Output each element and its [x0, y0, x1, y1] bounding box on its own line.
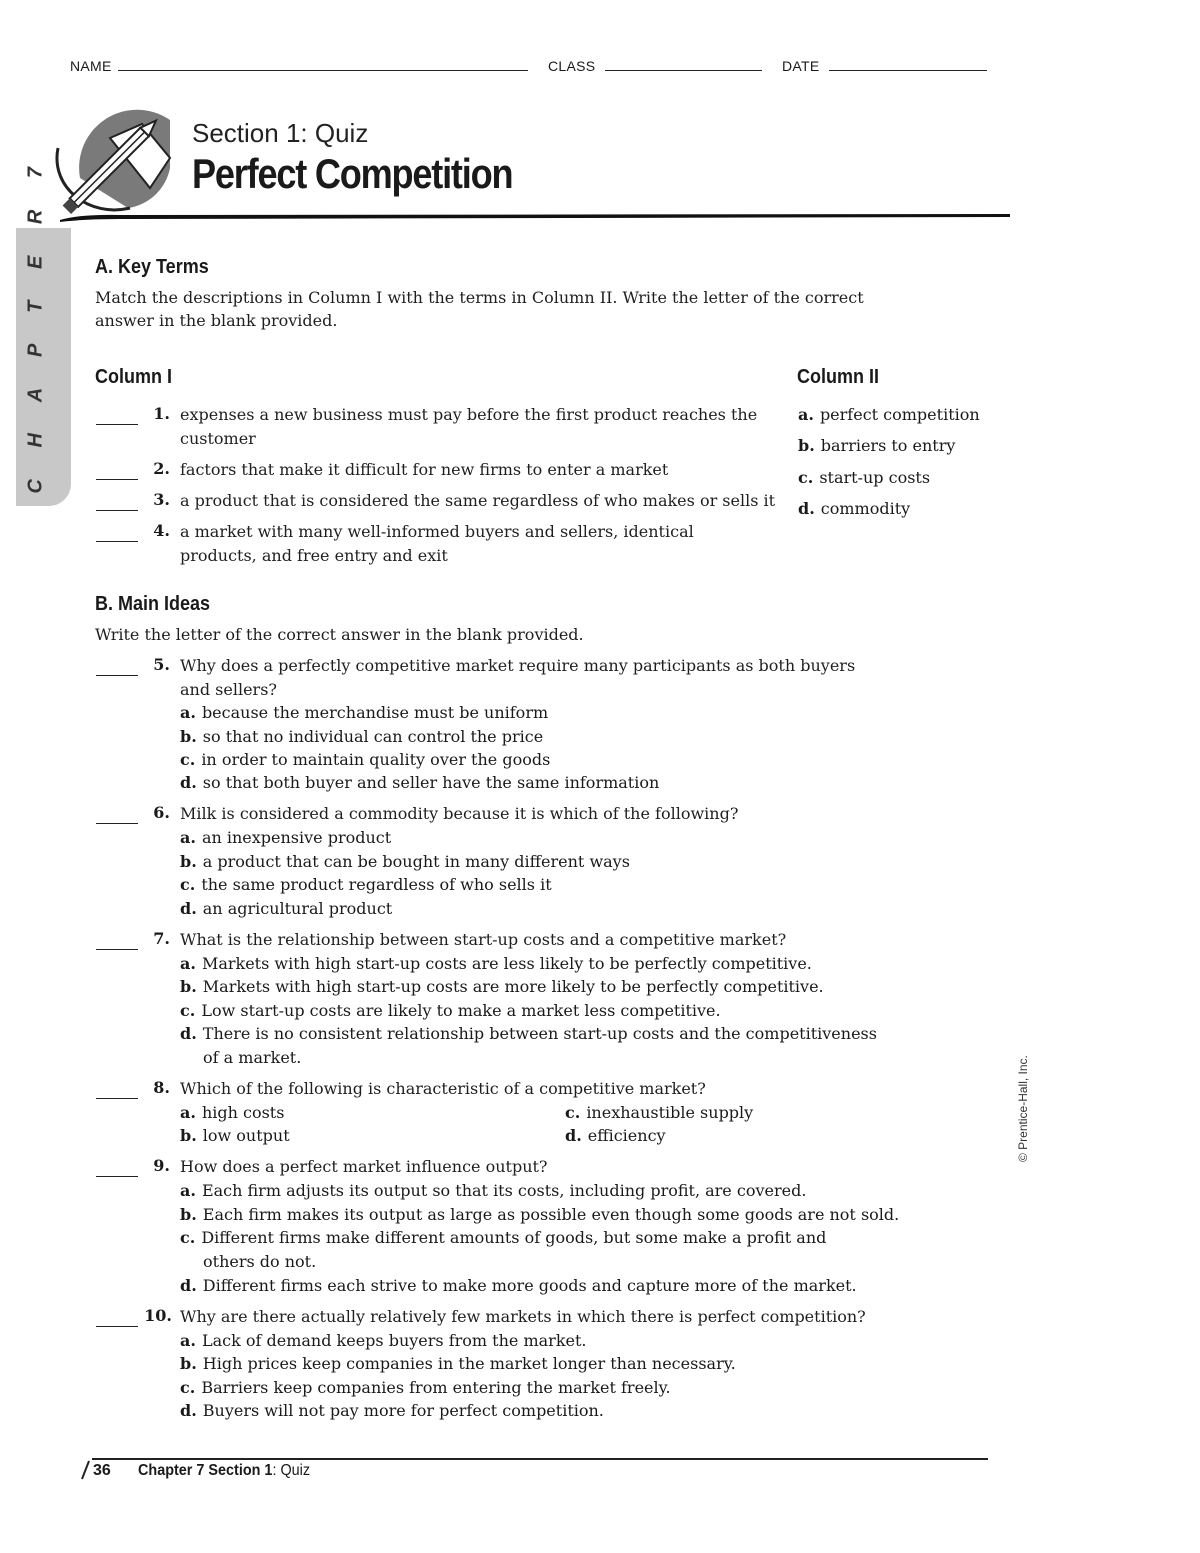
part-b-heading: B. Main Ideas — [95, 593, 211, 615]
answer-option: c. Different firms make different amounts of goods, but some make a profit and — [180, 1228, 827, 1247]
answer-option: d. an agricultural product — [180, 899, 393, 918]
item-text: customer — [180, 429, 256, 448]
term-option: c. start-up costs — [798, 468, 931, 487]
item-number: 4. — [153, 521, 170, 540]
item-number: 2. — [153, 459, 170, 478]
chapter-tab-label: C H A P T E R 7 — [24, 154, 47, 494]
item-text: a market with many well-informed buyers and sellers, identical — [180, 522, 694, 541]
answer-option: a. because the merchandise must be uniform — [180, 703, 549, 722]
part-a-instructions-line1: Match the descriptions in Column I with the terms in Column II. Write the letter of the correct — [95, 288, 864, 307]
answer-option: b. low output — [180, 1126, 290, 1145]
answer-option: d. There is no consistent relationship between start-up costs and the competitiveness — [180, 1024, 877, 1043]
question-text: How does a perfect market influence output? — [180, 1157, 548, 1176]
answer-option: b. High prices keep companies in the market longer than necessary. — [180, 1354, 736, 1373]
answer-option: d. efficiency — [565, 1126, 666, 1145]
question-text: Milk is considered a commodity because it is which of the following? — [180, 804, 739, 823]
answer-option: b. a product that can be bought in many different ways — [180, 852, 630, 871]
answer-option: d. Different firms each strive to make more goods and capture more of the market. — [180, 1276, 857, 1295]
question-number: 9. — [153, 1156, 170, 1175]
answer-option: c. the same product regardless of who sells it — [180, 875, 552, 894]
footer-label: Chapter 7 Section 1: Quiz — [138, 1462, 311, 1479]
answer-option-continued: of a market. — [203, 1048, 302, 1067]
answer-option: d. Buyers will not pay more for perfect competition. — [180, 1401, 604, 1420]
name-label: NAME — [70, 58, 112, 74]
column-i-heading: Column I — [95, 366, 172, 388]
answer-option-continued: others do not. — [203, 1252, 317, 1271]
page-number: 36 — [93, 1462, 111, 1479]
class-label: CLASS — [548, 58, 596, 74]
answer-option: d. so that both buyer and seller have the same information — [180, 773, 660, 792]
question-text: and sellers? — [180, 680, 277, 699]
item-text: expenses a new business must pay before the first product reaches the — [180, 405, 758, 424]
answer-option: a. Each firm adjusts its output so that its costs, including profit, are covered. — [180, 1181, 807, 1200]
answer-blank[interactable] — [96, 510, 138, 511]
term-option: d. commodity — [798, 499, 911, 518]
term-option: a. perfect competition — [798, 405, 980, 424]
footer-tick — [80, 1460, 90, 1480]
item-number: 3. — [153, 490, 170, 509]
title-rule — [60, 210, 1015, 224]
date-label: DATE — [782, 58, 820, 74]
part-a-heading: A. Key Terms — [95, 256, 209, 278]
part-b-instructions: Write the letter of the correct answer in the blank provided. — [95, 625, 584, 644]
item-number: 1. — [153, 404, 170, 423]
question-text: Why does a perfectly competitive market require many participants as both buyers — [180, 656, 856, 675]
answer-blank[interactable] — [96, 1098, 138, 1099]
answer-blank[interactable] — [96, 1176, 138, 1177]
question-number: 8. — [153, 1078, 170, 1097]
section-title: Perfect Competition — [192, 150, 513, 197]
answer-option: b. so that no individual can control the price — [180, 727, 544, 746]
answer-blank[interactable] — [96, 823, 138, 824]
question-number: 5. — [153, 655, 170, 674]
question-text: Why are there actually relatively few markets in which there is perfect competition? — [180, 1307, 866, 1326]
answer-option: a. an inexpensive product — [180, 828, 392, 847]
answer-option: c. inexhaustible supply — [565, 1103, 754, 1122]
answer-option: a. high costs — [180, 1103, 285, 1122]
section-subtitle: Section 1: Quiz — [192, 118, 369, 148]
question-number: 10. — [144, 1306, 172, 1325]
answer-option: c. in order to maintain quality over the goods — [180, 750, 551, 769]
answer-option: c. Low start-up costs are likely to make a market less competitive. — [180, 1001, 721, 1020]
answer-option: a. Markets with high start-up costs are less likely to be perfectly competitive. — [180, 954, 812, 973]
answer-option: b. Markets with high start-up costs are more likely to be perfectly competitive. — [180, 977, 824, 996]
answer-blank[interactable] — [96, 541, 138, 542]
question-number: 7. — [153, 929, 170, 948]
item-text: a product that is considered the same regardless of who makes or sells it — [180, 491, 776, 510]
answer-blank[interactable] — [96, 949, 138, 950]
answer-blank[interactable] — [96, 479, 138, 480]
footer-rule — [92, 1458, 988, 1460]
answer-blank[interactable] — [96, 1326, 138, 1327]
item-text: factors that make it difficult for new firms to enter a market — [180, 460, 669, 479]
answer-option: b. Each firm makes its output as large as possible even though some goods are not sold. — [180, 1205, 900, 1224]
answer-blank[interactable] — [96, 424, 138, 425]
pencil-logo-icon — [50, 108, 180, 220]
answer-option: a. Lack of demand keeps buyers from the market. — [180, 1331, 587, 1350]
column-ii-heading: Column II — [797, 366, 879, 388]
item-text: products, and free entry and exit — [180, 546, 448, 565]
term-option: b. barriers to entry — [798, 436, 956, 455]
question-number: 6. — [153, 803, 170, 822]
copyright-notice: © Prentice-Hall, Inc. — [1016, 1055, 1030, 1162]
part-a-instructions-line2: answer in the blank provided. — [95, 311, 338, 330]
question-text: What is the relationship between start-up costs and a competitive market? — [180, 930, 787, 949]
question-text: Which of the following is characteristic of a competitive market? — [180, 1079, 706, 1098]
answer-blank[interactable] — [96, 675, 138, 676]
answer-option: c. Barriers keep companies from entering the market freely. — [180, 1378, 671, 1397]
